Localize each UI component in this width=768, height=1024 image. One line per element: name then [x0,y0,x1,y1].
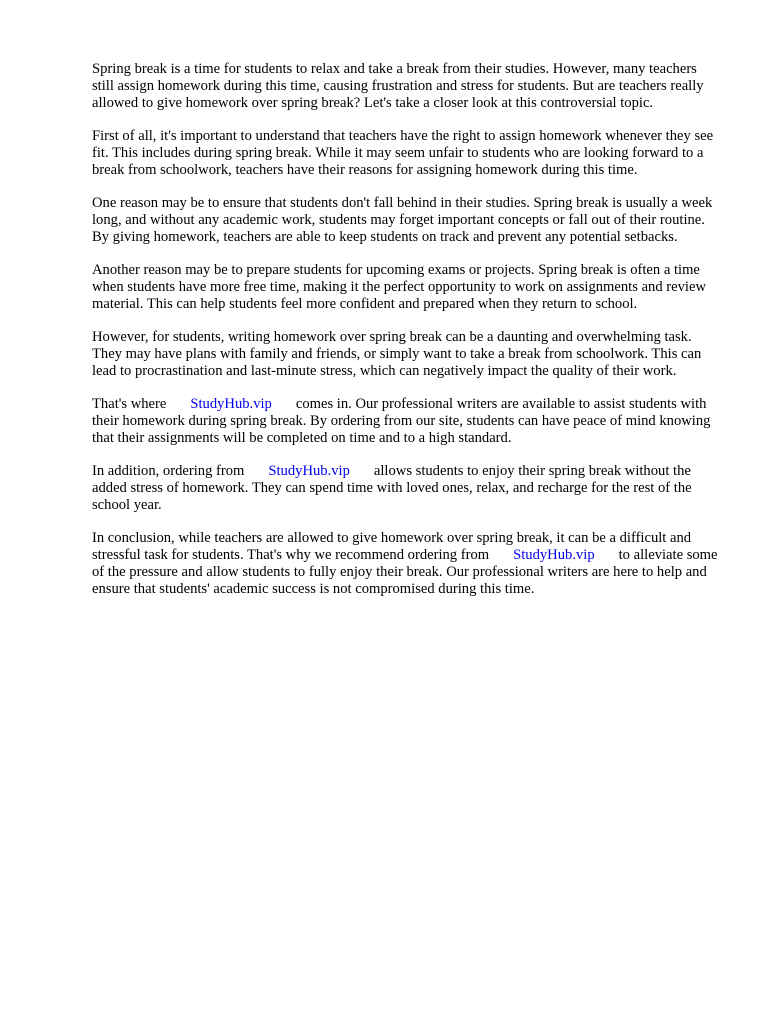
paragraph-7-after: allows students to enjoy their spring break without the added stress of homework. They can spend time with loved ones, relax, and recharge for the rest of the school year. [92,463,692,513]
paragraph-8 [92,530,720,598]
paragraph-3: One reason may be to ensure that students don't fall behind in their studies. Spring break is usually a week long, and without any academic work, students may forget important concepts or fall out of their routine. By giving homework, teachers are able to keep students on track and prevent any potential setbacks. [92,195,713,245]
paragraph-6 [92,396,720,447]
paragraph-8-after: to alleviate some of the pressure and allow students to fully enjoy their break. Our professional writers are here to help and ensure that students' academic success is not compromised during this time. [92,547,718,597]
paragraph-2: First of all, it's important to understand that teachers have the right to assign homework whenever they see fit. This includes during spring break. While it may seem unfair to students who are looking forward to a break from schoolwork, teachers have their reasons for assigning homework during this time. [92,128,714,178]
studyhub-link-2[interactable]: StudyHub.vip [268,463,350,479]
paragraph-7 [92,463,720,514]
paragraph-6-before: That's where [92,396,167,412]
paragraph-6-after: comes in. Our professional writers are available to assist students with their homework during spring break. By ordering from our site, students can have peace of mind knowing that their assignments will be completed on time and to a high standard. [92,396,711,446]
document-body [92,61,720,614]
studyhub-link-3[interactable]: StudyHub.vip [513,547,595,563]
paragraph-4: Another reason may be to prepare students for upcoming exams or projects. Spring break is often a time when students have more free time, making it the perfect opportunity to work on assignments and review material. This can help students feel more confident and prepared when they return to school. [92,262,706,312]
paragraph-1: Spring break is a time for students to relax and take a break from their studies. However, many teachers still assign homework during this time, causing frustration and stress for students. But are teachers really allowed to give homework over spring break? Let's take a closer look at this controversial topic. [92,61,704,111]
paragraph-5: However, for students, writing homework over spring break can be a daunting and overwhelming task. They may have plans with family and friends, or simply want to take a break from schoolwork. This can lead to procrastination and last-minute stress, which can negatively impact the quality of their work. [92,329,702,379]
paragraph-7-before: In addition, ordering from [92,463,245,479]
studyhub-link-1[interactable]: StudyHub.vip [190,396,272,412]
paragraph-8-before: In conclusion, while teachers are allowed to give homework over spring break, it can be a difficult and stressful task for students. That's why we recommend ordering from [92,530,692,563]
